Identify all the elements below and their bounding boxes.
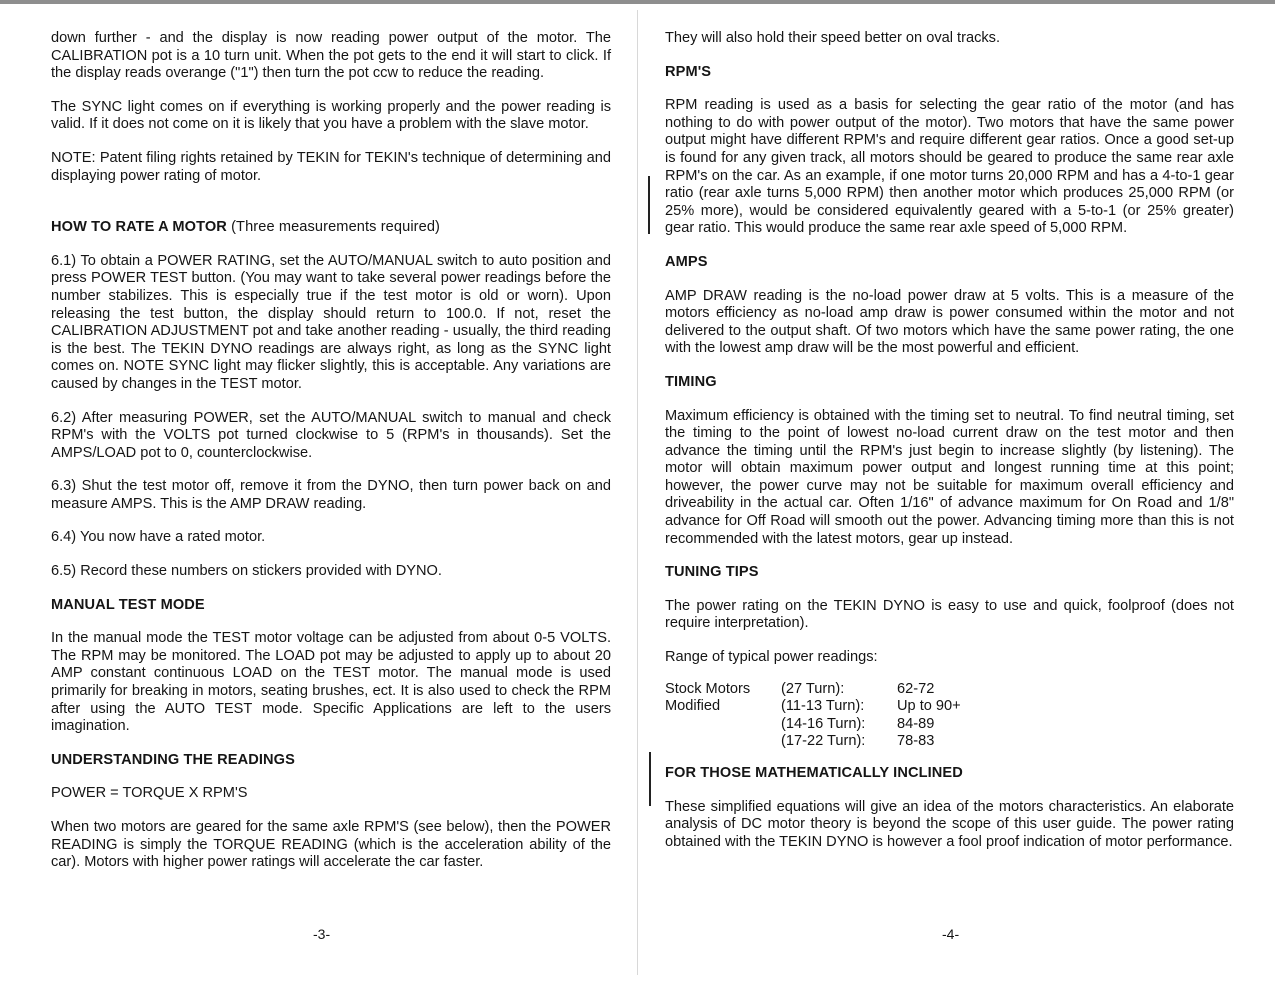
step-paragraph: 6.2) After measuring POWER, set the AUTO/MANUAL switch to manual and check RPM's with the VOLTS pot turned clockwise to 5 (RPM's in thousands). Set the AMPS/LOAD pot to 0, counterclockwise. <box>51 409 611 461</box>
paragraph: When two motors are geared for the same axle RPM'S (see below), then the POWER READING is simply the TORQUE READING (which is the acceleration ability of the car). Motors with higher power ratings will accelerate the car faster. <box>51 819 611 871</box>
table-cell: 62-72 <box>897 680 935 697</box>
table-cell: 78-83 <box>897 733 935 750</box>
step-paragraph: 6.1) To obtain a POWER RATING, set the AUTO/MANUAL switch to auto position and press POWER TEST button. (You may want to take several power readings before the number stabilizes. This is especially true if the test motor is old or worn). Upon releasing the test button, the display should return to 100.0. If not, reset the CALIBRATION ADJUSTMENT pot and take another reading - usually, the third reading is the best. The TEKIN DYNO readings are always right, as long as the SYNC light comes on. NOTE SYNC light may flicker slightly, this is acceptable. Any variations are caused by changes in the TEST motor. <box>51 252 611 392</box>
table-cell <box>665 733 781 751</box>
page-number: -3- <box>313 926 331 942</box>
paragraph: Range of typical power readings: <box>665 649 878 666</box>
formula: POWER = TORQUE X RPM'S <box>51 785 248 802</box>
section-heading: AMPS <box>665 253 708 270</box>
paragraph: The power rating on the TEKIN DYNO is easy to use and quick, foolproof (does not require interpretation). <box>665 597 1234 632</box>
heading-note: (Three measurements required) <box>231 219 441 236</box>
heading-text: HOW TO RATE A MOTOR <box>51 219 227 236</box>
table-cell: (11-13 Turn): <box>781 698 865 715</box>
table-cell: (14-16 Turn): <box>781 715 866 732</box>
table-row <box>665 733 961 751</box>
paragraph: These simplified equations will give an idea of the motors characteristics. An elaborate analysis of DC motor theory is beyond the scope of this user guide. The power rating obtained with the TEKIN DYNO is however a fool proof indication of motor performance. <box>665 798 1234 850</box>
paragraph: In the manual mode the TEST motor voltage can be adjusted from about 0-5 VOLTS. The RPM may be monitored. The LOAD pot may be adjusted to apply up to about 20 AMP constant continuous LOAD on the TEST motor. The manual mode is used primarily for breaking in motors, seating brushes, ect. It is also used to check the RPM after using the AUTO TEST mode. Specific Applications are left to the users imagination. <box>51 630 611 735</box>
page-fold <box>637 10 638 975</box>
left-page <box>51 30 611 888</box>
section-heading: RPM'S <box>665 63 712 80</box>
scan-edge <box>0 0 1275 4</box>
paragraph: They will also hold their speed better on oval tracks. <box>665 30 1001 46</box>
paragraph: Maximum efficiency is obtained with the timing set to neutral. To find neutral timing, set the timing to the point of lowest no-load current draw on the test motor and then advance the timing until the RPM's just begin to increase slightly (by listening). The motor will obtain maximum power output and longest running time at this point; however, the power curve may not be suitable for maximum overall efficiency and driveability in the actual car. Often 1/16" of advance maximum for On Road and 1/8" advance for Off Road will smooth out the power. Advancing timing more than this is not recommended with the latest motors, gear up instead. <box>665 407 1234 547</box>
table-cell <box>665 716 781 734</box>
section-heading <box>51 219 611 237</box>
power-readings-table <box>665 681 961 751</box>
right-page <box>665 30 1234 867</box>
table-row <box>665 681 961 699</box>
section-heading: FOR THOSE MATHEMATICALLY INCLINED <box>665 765 963 781</box>
paragraph: AMP DRAW reading is the no-load power draw at 5 volts. This is a measure of the motors efficiency as no-load amp draw is power consumed within the motor and not delivered to the output shaft. Of two motors which have the same power rating, the one with the lowest amp draw will be the most powerful and efficient. <box>665 287 1234 357</box>
table-cell: Modified <box>665 698 721 715</box>
table-row <box>665 716 961 734</box>
note-paragraph: NOTE: Patent filing rights retained by TEKIN for TEKIN's technique of determining and displaying power rating of motor. <box>51 149 611 184</box>
pen-mark <box>649 752 651 806</box>
section-heading: TUNING TIPS <box>665 564 759 581</box>
paragraph: down further - and the display is now reading power output of the motor. The CALIBRATION pot is a 10 turn unit. When the pot gets to the end it will start to click. If the display reads overange ("1") then turn the pot ccw to reduce the reading. <box>51 30 611 82</box>
table-cell: 84-89 <box>897 715 935 732</box>
step-paragraph: 6.5) Record these numbers on stickers provided with DYNO. <box>51 563 442 580</box>
section-heading: UNDERSTANDING THE READINGS <box>51 751 295 768</box>
table-cell: (27 Turn): <box>781 680 845 697</box>
page-number: -4- <box>942 926 960 942</box>
section-heading: MANUAL TEST MODE <box>51 596 205 613</box>
table-cell: Up to 90+ <box>897 698 961 715</box>
table-cell: Stock Motors <box>665 680 751 697</box>
section-heading: TIMING <box>665 373 717 390</box>
table-row <box>665 698 961 716</box>
table-cell: (17-22 Turn): <box>781 733 866 750</box>
step-paragraph: 6.4) You now have a rated motor. <box>51 529 266 546</box>
paragraph: RPM reading is used as a basis for selecting the gear ratio of the motor (and has nothing to do with power output of the motor). Two motors that have the same power output might have different RPM's and require different gear ratios. Once a good set-up is found for any given track, all motors should be geared to produce the same rear axle RPM's on the car. As an example, if one motor turns 20,000 RPM and has a 4-to-1 gear ratio (rear axle turns 5,000 RPM) then another motor which produces 25,000 RPM (or 25% more), would be considered equivalently geared with a 5-to-1 (or 25% greater) gear ratio. This would produce the same rear axle speed of 5,000 RPM. <box>665 97 1234 237</box>
paragraph: The SYNC light comes on if everything is working properly and the power reading is valid. If it does not come on it is likely that you have a problem with the slave motor. <box>51 98 611 133</box>
pen-mark <box>648 176 650 234</box>
step-paragraph: 6.3) Shut the test motor off, remove it from the DYNO, then turn power back on and measure AMPS. This is the AMP DRAW reading. <box>51 478 611 512</box>
